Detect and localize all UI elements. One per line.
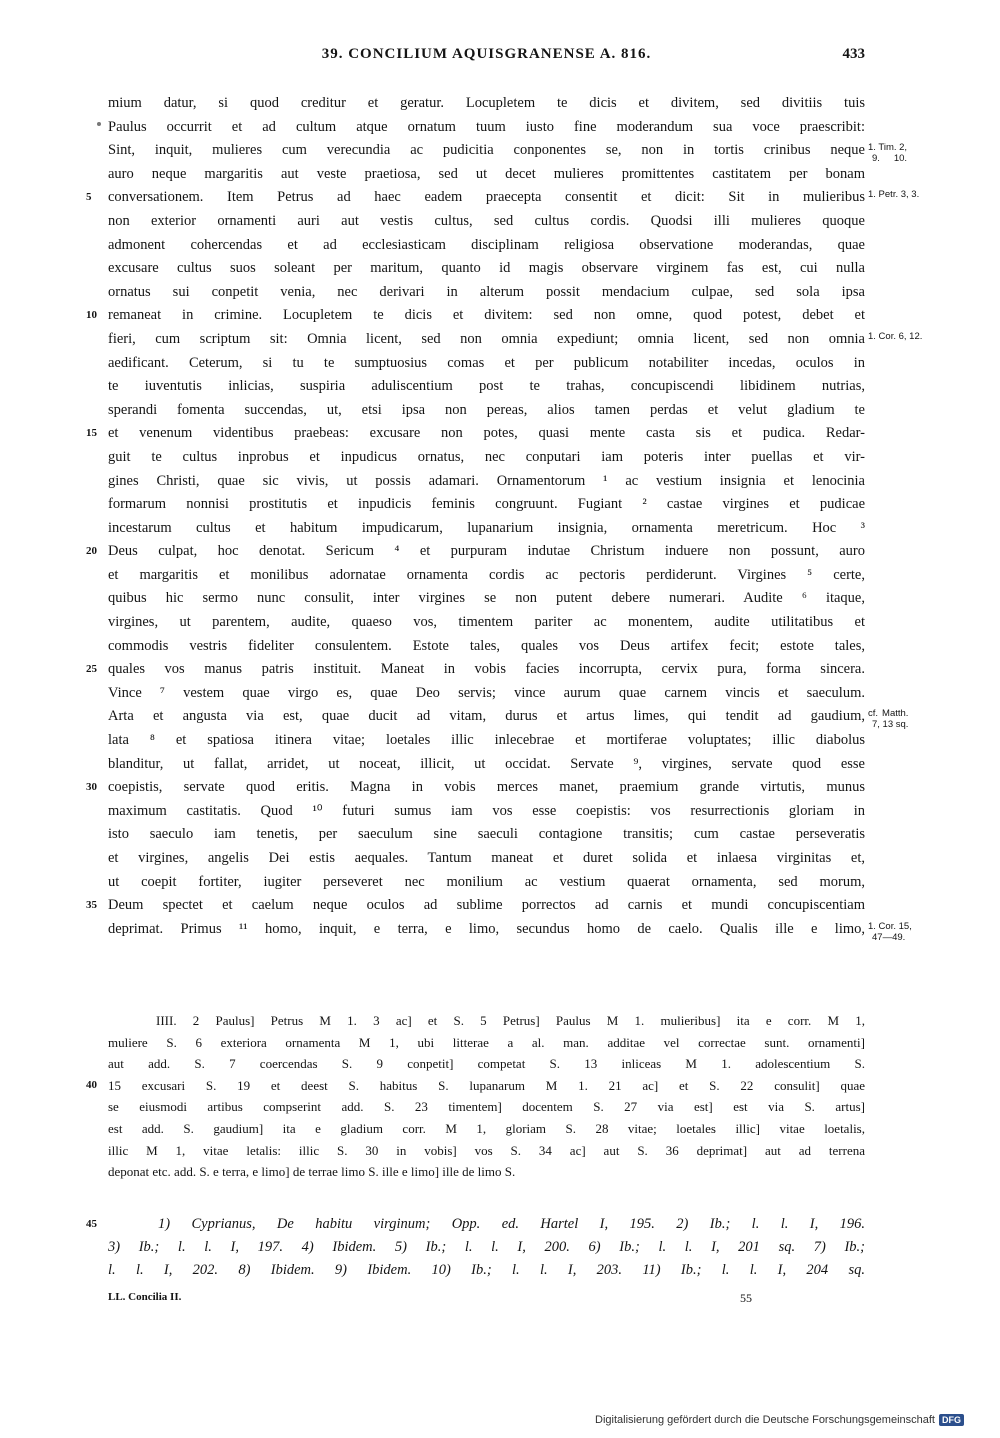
line-number: 40 xyxy=(86,1078,97,1091)
body-text: Arta et angusta via est, quae ducit ad vitam, durus et artus limes, qui tendit ad gaudium, xyxy=(108,708,865,725)
body-line xyxy=(108,257,865,281)
body-line xyxy=(108,493,865,517)
body-text: blanditur, ut fallat, arridet, ut noceat, illicit, ut occidat. Servate ⁹, virgines, servate quod esse xyxy=(108,755,865,772)
line-number: 10 xyxy=(86,309,97,322)
body-line xyxy=(86,894,865,918)
body-line xyxy=(108,375,865,399)
footnote-text: 3) Ib.; l. l. I, 197. 4) Ibidem. 5) Ib.; l. l. I, 200. 6) Ib.; l. l. I, 201 sq. 7) Ib.; xyxy=(108,1239,865,1255)
body-line xyxy=(86,658,865,682)
body-line xyxy=(86,540,865,564)
body-text: mium datur, si quod creditur et geratur. Locupletem te dicis et divitem, sed divitiis tuis xyxy=(108,95,865,111)
apparatus-line xyxy=(108,1161,865,1183)
footnote-text: 1) Cyprianus, De habitu virginum; Opp. ed. Hartel I, 195. 2) Ib.; l. l. I, 196. xyxy=(158,1216,865,1232)
body-text: guit te cultus inprobus et inpudicus ornatus, nec conputari iam poteris inter puellas et vir- xyxy=(108,448,865,465)
body-text: Deus culpat, hoc denotat. Sericum ⁴ et purpuram indutae Christum induere non possunt, auro xyxy=(108,543,865,560)
margin-reference xyxy=(868,331,922,342)
body-line xyxy=(108,847,865,871)
margin-reference xyxy=(868,708,908,730)
body-line xyxy=(108,210,865,234)
body-text: quibus hic sermo nunc consulit, inter virgines se non putent debere numerari. Audite ⁶ itaque, xyxy=(108,590,865,607)
body-line xyxy=(86,422,865,446)
body-text: sperandi fomenta succendas, ut, etsi ipsa non pereas, alios tamen perdas et velut gladium te xyxy=(108,401,865,418)
main-text xyxy=(86,92,923,943)
footnotes xyxy=(86,1213,865,1282)
footnote-line xyxy=(108,1259,865,1282)
apparatus-line xyxy=(108,1010,865,1032)
body-text: gines Christi, quae sic vivis, ut possis adamari. Ornamentorum ¹ ac vestium insignia et lenocinia xyxy=(108,472,865,489)
line-number: 45 xyxy=(86,1218,97,1230)
body-text: te iuventutis inlicias, suspiria aduliscentium post te trahas, concupiscendi libidinem nutrias, xyxy=(108,378,865,395)
body-line xyxy=(108,328,923,352)
body-line xyxy=(108,682,865,706)
body-line xyxy=(108,823,865,847)
body-line xyxy=(108,234,865,258)
apparatus-line xyxy=(108,1118,865,1140)
body-text: formarum nonnisi prostitutis et inpudicis feminis congruunt. Fugiant ² castae virgines et pudicae xyxy=(108,496,865,513)
apparatus-line xyxy=(108,1140,865,1162)
margin-reference xyxy=(868,921,912,943)
dfg-logo: DFG xyxy=(939,1414,964,1426)
body-text: et venenum videntibus praebeas: excusare non potes, quasi mente casta sis et pudica. Redar- xyxy=(108,425,865,442)
footnote-line xyxy=(108,1236,865,1259)
apparatus-text: aut add. S. 7 coercendas S. 9 conpetit] competat S. 13 inliceas M 1. adolescentium S. xyxy=(108,1056,865,1072)
page-header xyxy=(108,46,865,74)
apparatus-text: muliere S. 6 exteriora ornamenta M 1, ubi litterae a al. man. additae vel correctae sunt. ornamenti] xyxy=(108,1034,865,1050)
body-line xyxy=(108,611,865,635)
margin-reference-text: 9. 10. xyxy=(872,153,908,165)
body-text: quales vos manus patris instituit. Maneat in vobis facies incorrupta, cervix pura, forma sincera. xyxy=(108,661,865,678)
credit-text: Digitalisierung gefördert durch die Deutsche Forschungsgemeinschaft xyxy=(595,1414,935,1426)
apparatus-text: deponat etc. add. S. e terra, e limo] de terrae limo S. ille e limo] ille de limo S. xyxy=(108,1164,516,1180)
body-line xyxy=(86,776,865,800)
body-line xyxy=(108,564,865,588)
running-title: 39. CONCILIUM AQUISGRANENSE A. 816. xyxy=(321,46,652,62)
footnote-text: l. l. I, 202. 8) Ibidem. 9) Ibidem. 10) Ib.; l. l. I, 203. 11) Ib.; l. l. I, 204 sq. xyxy=(108,1262,865,1278)
margin-reference-text: 1. Petr. 3, 3. xyxy=(868,189,920,201)
scan-dot xyxy=(97,122,101,126)
apparatus-line xyxy=(86,1075,865,1097)
body-text: fieri, cum scriptum sit: Omnia licent, sed non omnia expediunt; omnia licent, sed non omnia xyxy=(108,330,865,347)
body-text: admonent cohercendas et ad ecclesiasticam disciplinam religiosa observatione moderandas, quae xyxy=(108,236,865,253)
body-text: incestarum cultus et habitum impudicarum, lupanarium insignia, ornamenta meretricum. Hoc ³ xyxy=(108,519,865,536)
margin-reference-text: 47—49. xyxy=(872,931,906,943)
body-line xyxy=(108,446,865,470)
body-line xyxy=(108,92,865,116)
body-text: isto saeculo iam tenetis, per saeculum sine saeculi contagione transitis; cum castae perseveratis xyxy=(108,826,865,843)
body-text: lata ⁸ et spatiosa itinera vitae; loetales illic inlecebrae et mortiferae voluptates; illic diabolus xyxy=(108,732,865,749)
body-text: Sint, inquit, mulieres cum verecundia ac pudicitia conponentes se, non in tortis crinibus neque xyxy=(108,142,865,159)
margin-reference xyxy=(868,189,919,200)
line-number: 20 xyxy=(86,545,97,558)
body-line xyxy=(108,635,865,659)
digitization-credit xyxy=(595,1414,964,1426)
body-text: non exterior ornamenti auri aut vestis cultus, sed cultus cordis. Quodsi illi mulieres quoque xyxy=(108,212,865,229)
body-line xyxy=(108,729,865,753)
body-text: ornatus sui conpetit venia, nec derivari in alterum possit mendacium culpae, sed sola ipsa xyxy=(108,283,865,300)
body-text: excusare cultus suos soleant per maritum, quanto id magis observare virginem fas est, cui nulla xyxy=(108,260,865,277)
body-line xyxy=(108,163,865,187)
body-line xyxy=(108,517,865,541)
body-text: maximum castitatis. Quod ¹⁰ futuri sumus iam vos esse coepistis: vos resurrectionis gloriam in xyxy=(108,802,865,819)
body-line xyxy=(108,281,865,305)
body-line xyxy=(108,753,865,777)
apparatus-text: IIII. 2 Paulus] Petrus M 1. 3 ac] et S. 5 Petrus] Paulus M 1. mulieribus] ita e corr. M 1, xyxy=(156,1013,865,1028)
body-text: ut coepit fortiter, iugiter perseveret nec monilium ac vestium quaerat ornamenta, sed morum, xyxy=(108,873,865,890)
apparatus-line xyxy=(108,1053,865,1075)
body-text: commodis vestris fideliter consulentem. Estote tales, quales vos Deus artifex fecit; estote tales, xyxy=(108,637,865,654)
margin-reference-text: 7, 13 sq. xyxy=(872,719,909,731)
body-line xyxy=(108,139,908,165)
signature-mark: LL. Concilia II. xyxy=(108,1291,182,1303)
line-number: 5 xyxy=(86,191,92,204)
apparatus-line xyxy=(108,1096,865,1118)
page-number: 433 xyxy=(842,46,865,62)
body-text: coepistis, servate quod eritis. Magna in vobis merces manet, praemium grande virtutis, munus xyxy=(108,779,865,796)
body-line xyxy=(108,871,865,895)
body-text: virgines, ut parentem, audite, quaeso vos, timentem pariter ac monentem, audite utilitatibus et xyxy=(108,614,865,631)
apparatus-text: 15 excusari S. 19 et deest S. habitus S. lupanarum M 1. 21 ac] et S. 22 consulit] quae xyxy=(108,1077,865,1093)
body-line xyxy=(108,587,865,611)
body-text: Deum spectet et caelum neque oculos ad sublime porrectos ad carnis et mundi concupiscentiam xyxy=(108,897,865,914)
body-line xyxy=(86,186,920,210)
body-text: aedificant. Ceterum, si tu te sumptuosius comas et per publicum notabiliter incedas, oculos in xyxy=(108,354,865,371)
apparatus-text: illic M 1, vitae letalis: illic S. 30 in vobis] vos S. 34 ac] aut S. 36 deprimat] aut ad terrena xyxy=(108,1142,865,1158)
body-text: auro neque margaritis aut veste praetiosa, sed ut decet mulieres promittentes castitatem per bonam xyxy=(108,165,865,182)
body-line xyxy=(86,304,865,328)
body-text: remaneat in crimine. Locupletem te dicis et divitem: sed non omne, quod potest, debet et xyxy=(108,307,865,324)
apparatus-line xyxy=(108,1032,865,1054)
line-number: 25 xyxy=(86,663,97,676)
body-text: conversationem. Item Petrus ad haec eadem praecepta consentit et dicit: Sit in mulieribus xyxy=(108,189,865,206)
apparatus-text: est add. S. gaudium] ita e gladium corr. M 1, gloriam S. 28 vitae; loetales illic] vitae loetalis, xyxy=(108,1120,865,1136)
body-text: deprimat. Primus ¹¹ homo, inquit, e terra, e limo, secundus homo de caelo. Qualis ille e limo, xyxy=(108,920,865,937)
margin-reference-text: 1. Cor. 15, xyxy=(868,920,912,932)
body-line xyxy=(108,470,865,494)
margin-reference-text: 1. Tim. 2, xyxy=(868,142,908,154)
line-number: 35 xyxy=(86,899,97,912)
body-line xyxy=(108,800,865,824)
body-text: Vince ⁷ vestem quae virgo es, quae Deo servis; vince aurum quae carnem vincis et saeculum. xyxy=(108,684,865,701)
body-line xyxy=(108,116,865,140)
footnote-line xyxy=(86,1213,865,1236)
body-line xyxy=(108,352,865,376)
margin-reference xyxy=(868,142,907,164)
body-text: et margaritis et monilibus adornatae ornamenta cordis ac pectoris perdiderunt. Virgines ⁵ certe, xyxy=(108,566,865,583)
apparatus-text: se eiusmodi artibus compserint add. S. 23 timentem] docentem S. 27 via est] est via S. artus] xyxy=(108,1099,865,1115)
body-text: et virgines, angelis Dei estis aequales. Tantum maneat et duret solida et inlaesa virginitas et, xyxy=(108,850,865,866)
body-line xyxy=(108,399,865,423)
line-number: 15 xyxy=(86,427,97,440)
critical-apparatus xyxy=(86,1010,865,1183)
body-line xyxy=(108,918,912,943)
signature-number: 55 xyxy=(740,1291,752,1305)
margin-reference-text: cf. Matth. xyxy=(868,708,909,720)
body-line xyxy=(108,705,909,731)
margin-reference-text: 1. Cor. 6, 12. xyxy=(868,330,923,342)
line-number: 30 xyxy=(86,781,97,794)
body-text: Paulus occurrit et ad cultum atque ornatum tuum iusto fine moderandum sua voce praescribit: xyxy=(108,118,865,135)
